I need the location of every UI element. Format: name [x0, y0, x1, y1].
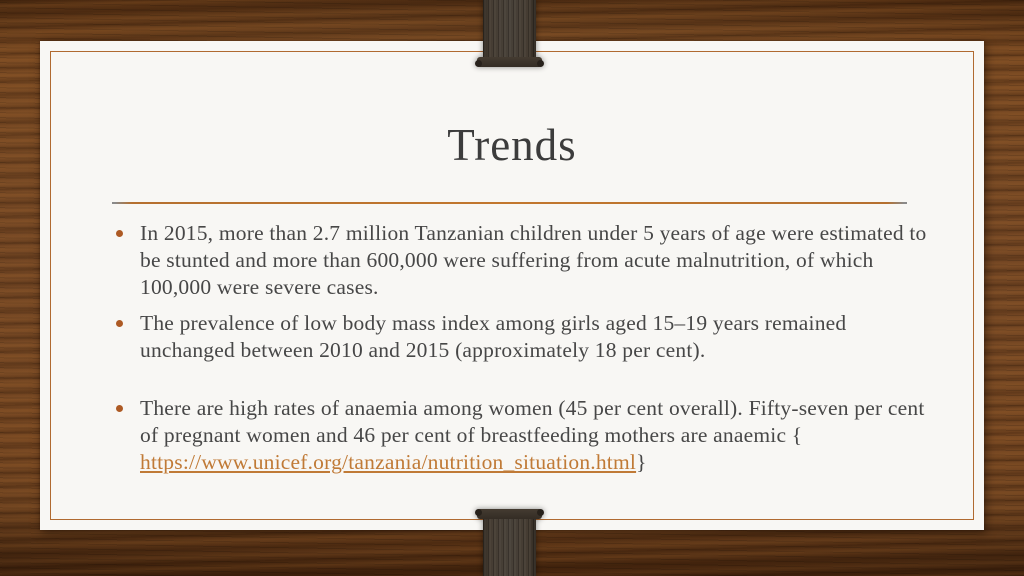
- bullet-icon: [116, 405, 123, 412]
- slide-title: Trends: [447, 120, 577, 170]
- bullet-item: [112, 220, 934, 301]
- title-divider: [112, 202, 907, 204]
- slide-card: [40, 41, 984, 530]
- bullet-text: In 2015, more than 2.7 million Tanzanian children under 5 years of age were estimated to be stunted and more than 600,000 were suffering from acute malnutrition, of which 100,000 were severe cases.: [140, 221, 927, 299]
- ribbon-bottom-body: [483, 517, 536, 576]
- bullet-icon: [116, 230, 123, 237]
- ribbon-bottom: [483, 509, 536, 576]
- ribbon-top: [483, 0, 536, 67]
- bullet-list: [112, 220, 934, 476]
- ribbon-bottom-hem: [477, 509, 542, 519]
- bullet-icon: [116, 320, 123, 327]
- bullet-text: The prevalence of low body mass index among girls aged 15–19 years remained unchanged between 2010 and 2015 (approximately 18 per cent).: [140, 311, 847, 362]
- slide-body: [112, 220, 934, 476]
- bullet-item: [112, 310, 934, 364]
- bullet-text-closing-brace: }: [636, 450, 647, 474]
- ribbon-top-hem: [477, 57, 542, 67]
- bullet-text: There are high rates of anaemia among women (45 per cent overall). Fifty-seven per cent of pregnant women and 46 per cent of breastfeeding mothers are anaemic {: [140, 396, 925, 447]
- unicef-link[interactable]: https://www.unicef.org/tanzania/nutrition_situation.html: [140, 450, 637, 474]
- ribbon-top-body: [483, 0, 536, 59]
- bullet-item: [112, 395, 934, 476]
